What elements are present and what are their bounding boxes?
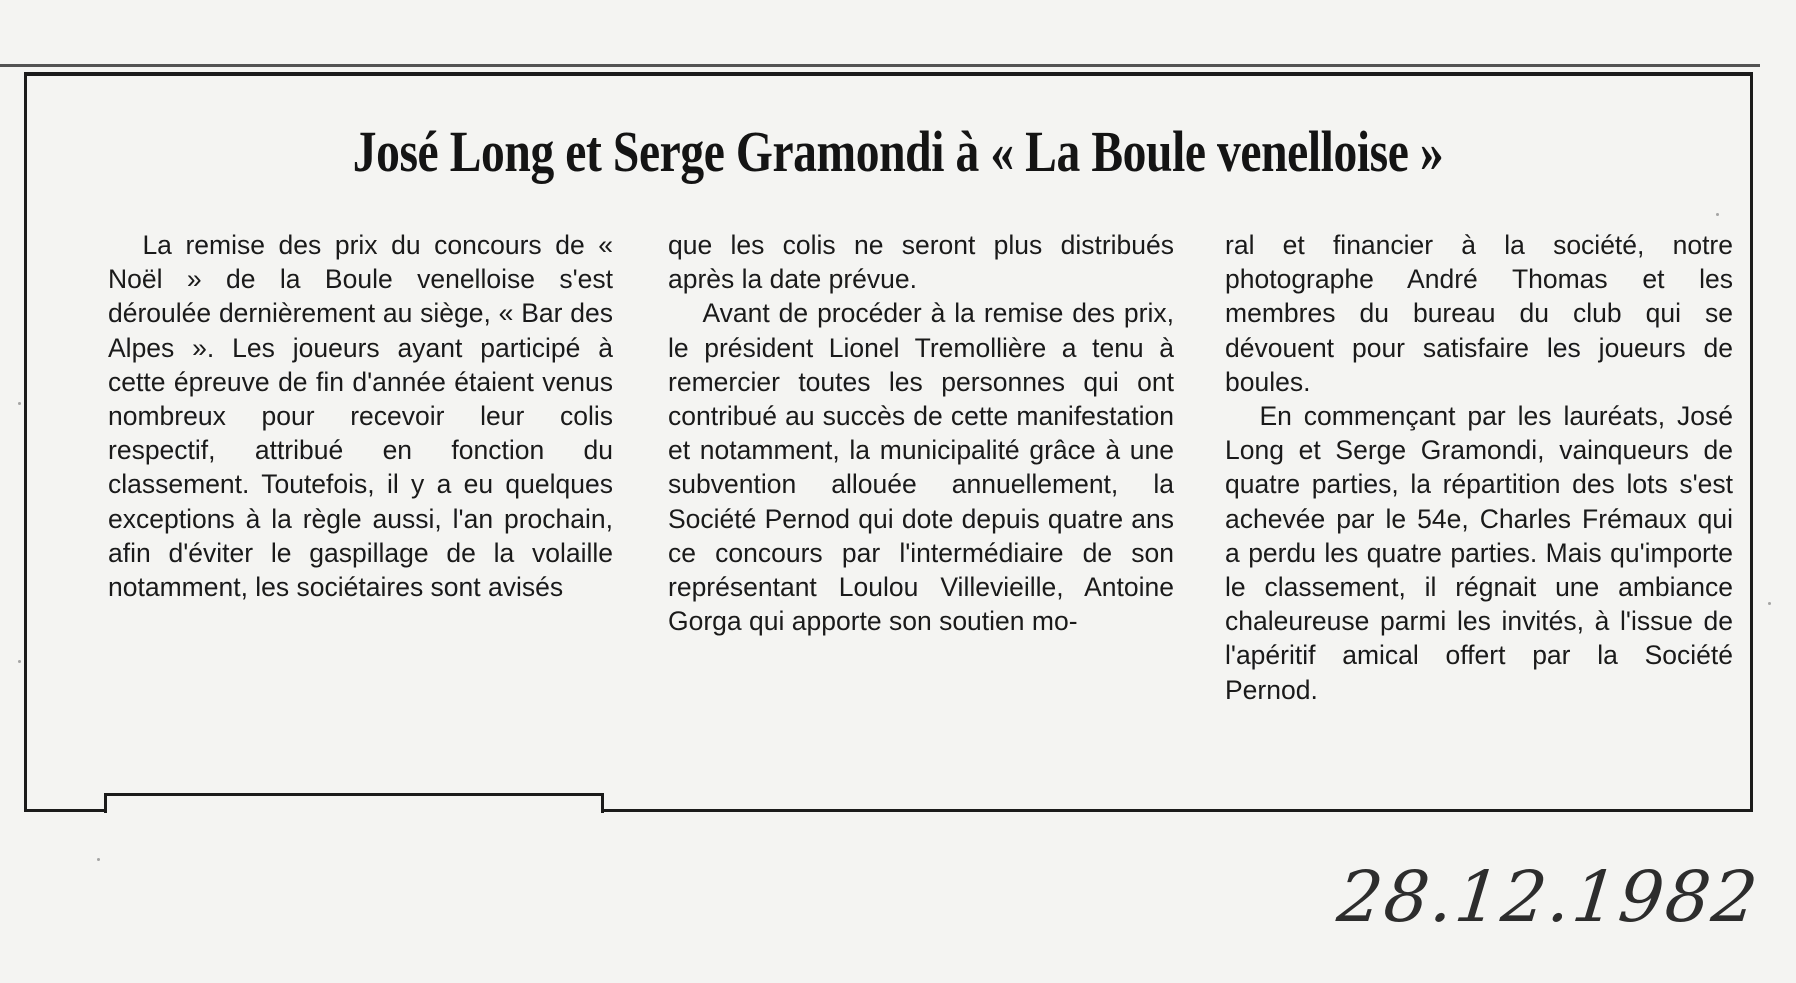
column-2-paragraph-1: que les colis ne seront plus distribués après la date prévue. [668, 230, 1174, 295]
article-headline: José Long et Serge Gramondi à « La Boule venelloise » [352, 119, 1444, 184]
handwritten-date: 28.12.1982 [1333, 856, 1764, 938]
clipping-bottom-tab [104, 793, 604, 813]
article-column-1 [108, 228, 613, 604]
article-column-2 [668, 228, 1174, 638]
scan-speck [18, 402, 21, 405]
article-column-3 [1225, 228, 1733, 707]
top-rule [0, 64, 1760, 67]
scan-speck [18, 660, 21, 663]
scan-speck [97, 858, 100, 861]
column-3-paragraph-1: ral et financier à la société, notre photographe André Thomas et les membres du bureau du club qui se dévouent pour satisfaire les joueurs de boules. [1225, 230, 1733, 397]
scan-speck [1716, 213, 1719, 216]
scan-speck [1768, 602, 1771, 605]
column-1-paragraph-1: La remise des prix du concours de « Noël » de la Boule venelloise s'est déroulée dernièrement au siège, « Bar des Alpes ». Les joueurs ayant participé à cette épreuve de fin d'année étaient venus nombreux pour recevoir leur colis respectif, attribué en fonction du classement. Toutefois, il y a eu quelques exceptions à la règle aussi, l'an prochain, afin d'éviter le gaspillage de la volaille notamment, les sociétaires sont avisés [108, 230, 613, 603]
column-2-paragraph-2: Avant de procéder à la remise des prix, le président Lionel Tremollière a tenu à remercier toutes les personnes qui ont contribué au succès de cette manifestation et notamment, la municipalité grâce à une subvention allouée annuellement, la Société Pernod qui dote depuis quatre ans ce concours par l'intermédiaire de son représentant Loulou Villevieille, Antoine Gorga qui apporte son soutien mo- [668, 298, 1174, 637]
column-3-paragraph-2: En commençant par les lauréats, José Long et Serge Gramondi, vainqueurs de quatre parties, la répartition des lots s'est achevée par le 54e, Charles Frémaux qui a perdu les quatre parties. Mais qu'importe le classement, il régnait une ambiance chaleureuse parmi les invités, à l'issue de l'apéritif amical offert par la Société Pernod. [1225, 401, 1733, 705]
